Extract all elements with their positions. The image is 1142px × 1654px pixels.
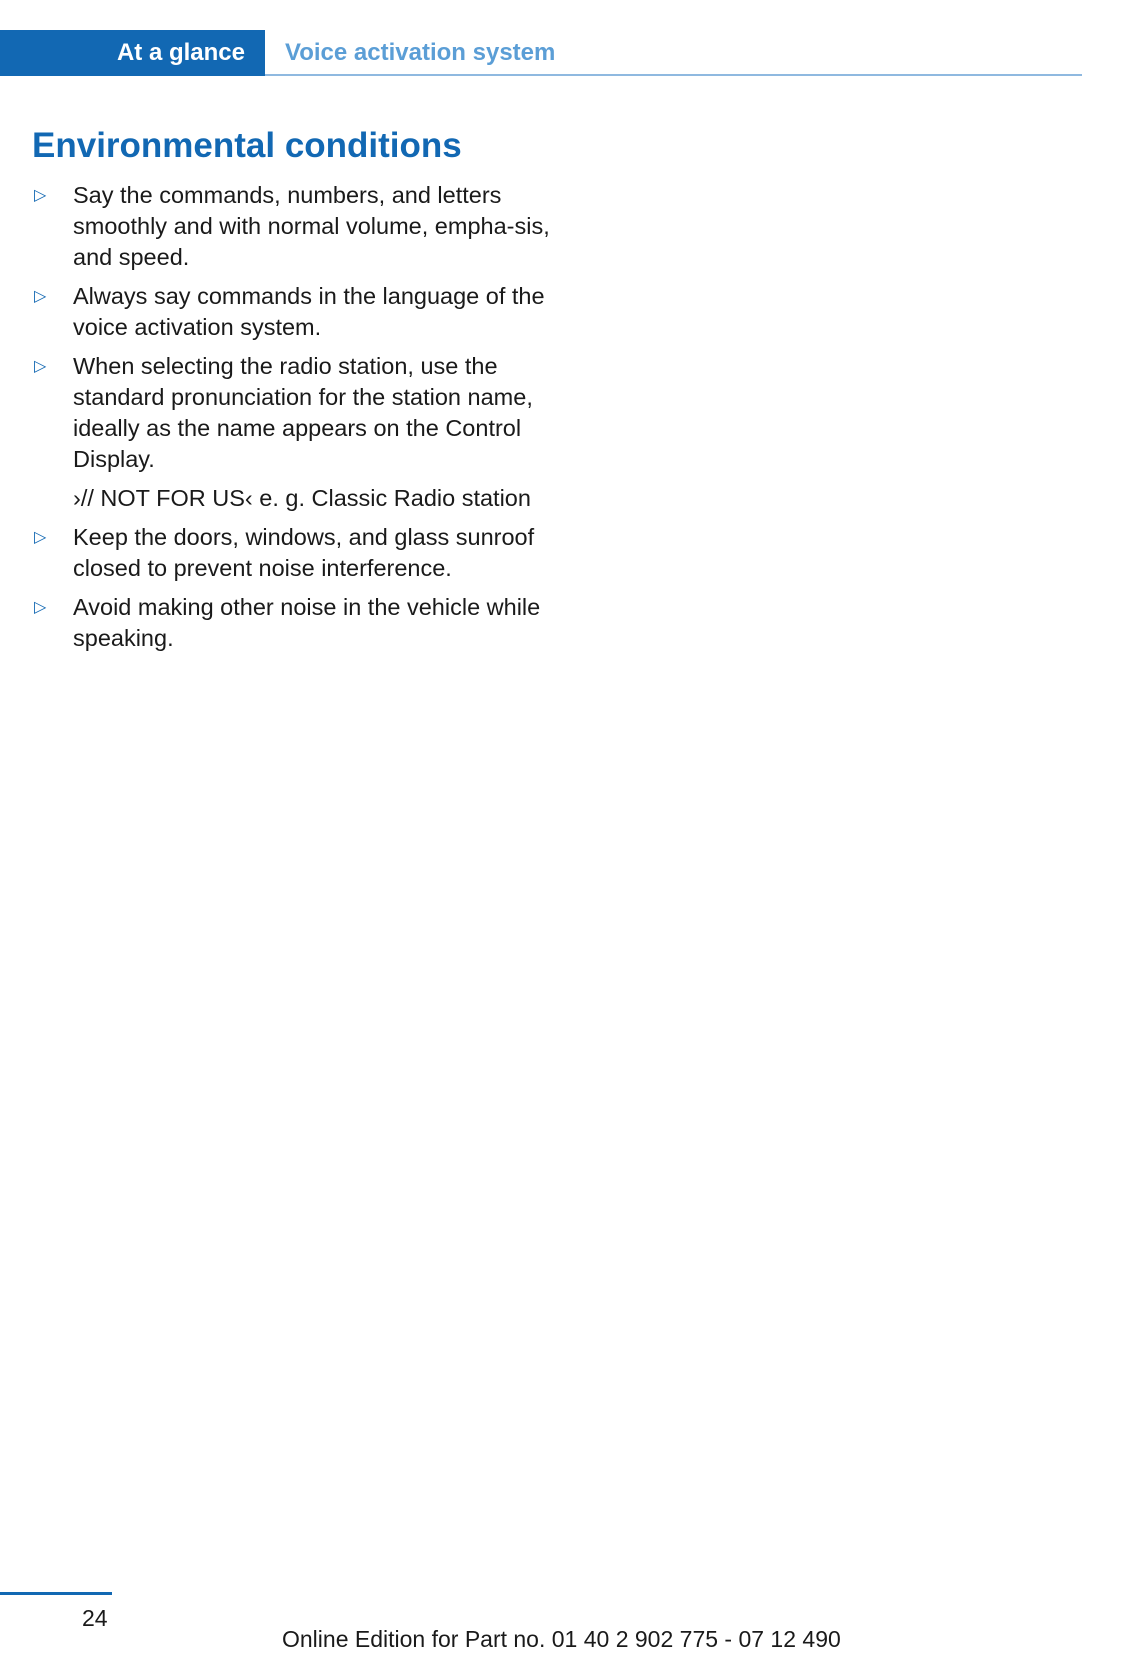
chapter-tab: At a glance	[0, 30, 265, 76]
list-item-text: Keep the doors, windows, and glass sunroof closed to prevent noise interference.	[73, 524, 535, 581]
triangle-bullet-icon: ▷	[34, 288, 47, 305]
edition-note: Online Edition for Part no. 01 40 2 902 775 - 07 12 490	[282, 1626, 841, 1652]
triangle-bullet-icon: ▷	[34, 187, 47, 204]
list-item	[32, 522, 552, 584]
list-item-text: Always say commands in the language of the voice activation system.	[73, 283, 545, 340]
page-number: 24	[82, 1605, 108, 1631]
example-note: ›// NOT FOR US‹ e. g. Classic Radio station	[73, 485, 531, 511]
list-item	[32, 180, 552, 273]
footer-divider	[0, 1592, 112, 1595]
page-title: Environmental conditions	[32, 126, 462, 165]
list-item	[32, 592, 552, 654]
list-item-text: Avoid making other noise in the vehicle while speaking.	[73, 594, 541, 651]
section-title: Voice activation system	[285, 39, 556, 66]
header-divider	[265, 74, 1082, 76]
triangle-bullet-icon: ▷	[34, 358, 47, 375]
main-content	[32, 180, 552, 662]
list-item-text: When selecting the radio station, use the standard pronunciation for the station name, ideally as the name appears on the Control Display.	[73, 353, 533, 472]
triangle-bullet-icon: ▷	[34, 529, 47, 546]
list-item	[32, 281, 552, 343]
list-item-text: Say the commands, numbers, and letters smoothly and with normal volume, empha-sis, and speed.	[73, 182, 550, 270]
triangle-bullet-icon: ▷	[34, 599, 47, 616]
list-item	[32, 351, 552, 475]
